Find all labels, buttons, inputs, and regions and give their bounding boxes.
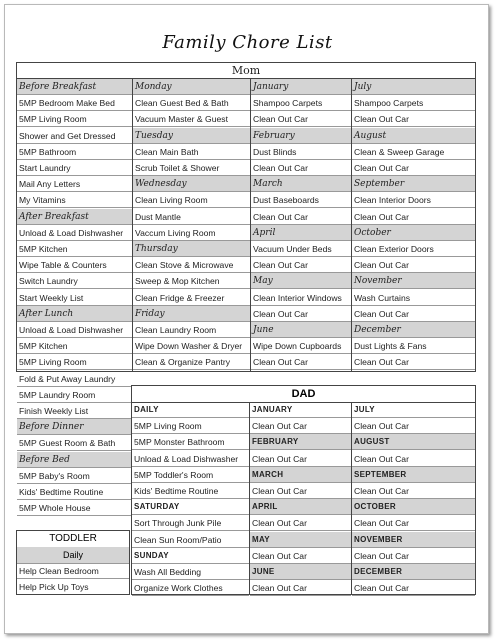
- section-heading: Thursday: [133, 241, 250, 257]
- chore-item: Wash Curtains: [352, 290, 475, 306]
- chore-item: Clean Out Car: [352, 111, 475, 127]
- section-heading: Before Breakfast: [17, 79, 132, 95]
- chore-item: Clean Out Car: [352, 306, 475, 322]
- section-heading: MARCH: [250, 467, 351, 483]
- section-heading: APRIL: [250, 499, 351, 515]
- section-heading: February: [251, 128, 351, 144]
- chore-item: 5MP Kitchen: [17, 338, 132, 354]
- chore-item: Clean Out Car: [250, 515, 351, 531]
- chore-item: Clean Stove & Microwave: [133, 257, 250, 273]
- section-heading: Tuesday: [133, 128, 250, 144]
- chore-item: 5MP Laundry Room: [17, 387, 132, 403]
- chore-item: Clean Main Bath: [133, 144, 250, 160]
- chore-item: 5MP Living Room: [17, 111, 132, 127]
- section-heading: January: [251, 79, 351, 95]
- chore-item: Clean Out Car: [250, 451, 351, 467]
- dad-weekly-column: [132, 402, 249, 594]
- chore-item: Wipe Table & Counters: [17, 257, 132, 273]
- chore-item: Unload & Load Dishwasher: [17, 322, 132, 338]
- section-heading: FEBRUARY: [250, 434, 351, 450]
- section-heading: NOVEMBER: [352, 532, 475, 548]
- chore-item: Dust Baseboards: [251, 192, 351, 208]
- chore-item: Clean Out Car: [251, 209, 351, 225]
- toddler-item: Help Clean Bedroom: [17, 563, 129, 579]
- chore-item: Clean Out Car: [250, 580, 351, 596]
- dad-header: DAD: [132, 386, 475, 403]
- chore-item: Clean Out Car: [251, 257, 351, 273]
- chore-item: Clean Out Car: [352, 257, 475, 273]
- chore-item: 5MP Guest Room & Bath: [17, 435, 132, 451]
- chore-item: Unload & Load Dishwasher: [132, 451, 249, 467]
- chore-item: 5MP Living Room: [17, 354, 132, 370]
- section-heading: March: [251, 176, 351, 192]
- section-heading: August: [352, 128, 475, 144]
- section-heading: After Breakfast: [17, 209, 132, 225]
- chore-item: 5MP Baby's Room: [17, 468, 132, 484]
- chore-item: Clean Out Car: [352, 354, 475, 370]
- chore-item: Start Weekly List: [17, 290, 132, 306]
- chore-item: Dust Blinds: [251, 144, 351, 160]
- chore-item: Start Laundry: [17, 160, 132, 176]
- chore-item: 5MP Monster Bathroom: [132, 434, 249, 450]
- chore-item: My Vitamins: [17, 192, 132, 208]
- chore-item: 5MP Kitchen: [17, 241, 132, 257]
- chore-item: Clean Out Car: [250, 483, 351, 499]
- chore-item: Clean Out Car: [352, 548, 475, 564]
- dad-chore-table: [131, 385, 476, 595]
- chore-item: Shampoo Carpets: [251, 95, 351, 111]
- section-heading: SUNDAY: [132, 548, 249, 564]
- section-heading: Friday: [133, 306, 250, 322]
- chore-item: Kids' Bedtime Routine: [17, 484, 132, 500]
- chore-item: Clean Out Car: [251, 160, 351, 176]
- section-heading: May: [251, 273, 351, 289]
- chore-item: Clean & Organize Pantry: [133, 354, 250, 370]
- chore-item: Clean & Sweep Garage: [352, 144, 475, 160]
- chore-item: Wipe Down Cupboards: [251, 338, 351, 354]
- chore-item: Dust Mantle: [133, 209, 250, 225]
- chore-item: Clean Out Car: [352, 580, 475, 596]
- chore-item: Finish Weekly List: [17, 403, 132, 419]
- chore-item: Clean Out Car: [251, 354, 351, 370]
- chore-item: Clean Living Room: [133, 192, 250, 208]
- section-heading: AUGUST: [352, 434, 475, 450]
- section-heading: April: [251, 225, 351, 241]
- chore-item: Clean Laundry Room: [133, 322, 250, 338]
- chore-item: Clean Out Car: [352, 209, 475, 225]
- chore-item: Clean Out Car: [352, 418, 475, 434]
- chore-item: Wash All Bedding: [132, 564, 249, 580]
- chore-item: Clean Out Car: [352, 160, 475, 176]
- section-heading: MAY: [250, 532, 351, 548]
- dad-monthly-column-2: [352, 402, 475, 594]
- section-heading: OCTOBER: [352, 499, 475, 515]
- chore-item: Clean Exterior Doors: [352, 241, 475, 257]
- chore-item: Shower and Get Dressed: [17, 128, 132, 144]
- chore-item: 5MP Bathroom: [17, 144, 132, 160]
- chore-item: Clean Out Car: [251, 306, 351, 322]
- section-heading: JULY: [352, 402, 475, 418]
- dad-monthly-column-1: [250, 402, 351, 594]
- chore-item: Shampoo Carpets: [352, 95, 475, 111]
- section-heading: Wednesday: [133, 176, 250, 192]
- chore-item: Clean Out Car: [250, 418, 351, 434]
- chore-item: Fold & Put Away Laundry: [17, 371, 132, 387]
- chore-item: Wipe Down Washer & Dryer: [133, 338, 250, 354]
- chore-item: Clean Interior Windows: [251, 290, 351, 306]
- chore-item: Clean Out Car: [352, 451, 475, 467]
- chore-item: Vacuum Master & Guest: [133, 111, 250, 127]
- chore-item: Clean Out Car: [250, 548, 351, 564]
- chore-item: Dust Lights & Fans: [352, 338, 475, 354]
- chore-item: Kids' Bedtime Routine: [132, 483, 249, 499]
- chore-item: Sort Through Junk Pile: [132, 515, 249, 531]
- section-heading: After Lunch: [17, 306, 132, 322]
- toddler-item: Help Pick Up Toys: [19, 582, 89, 592]
- chore-item: Clean Fridge & Freezer: [133, 290, 250, 306]
- chore-item: Unload & Load Dishwasher: [17, 225, 132, 241]
- section-heading: October: [352, 225, 475, 241]
- section-heading: November: [352, 273, 475, 289]
- section-heading: SATURDAY: [132, 499, 249, 515]
- chore-item: 5MP Living Room: [132, 418, 249, 434]
- section-heading: June: [251, 322, 351, 338]
- chore-item: 5MP Toddler's Room: [132, 467, 249, 483]
- chore-item: 5MP Whole House: [17, 500, 132, 516]
- section-heading: September: [352, 176, 475, 192]
- chore-item: Organize Work Clothes: [132, 580, 249, 596]
- toddler-daily-header: Daily: [17, 547, 129, 564]
- chore-item: Clean Guest Bed & Bath: [133, 95, 250, 111]
- chore-item: Clean Out Car: [251, 111, 351, 127]
- chore-item: Clean Interior Doors: [352, 192, 475, 208]
- chore-item: Mail Any Letters: [17, 176, 132, 192]
- section-heading: December: [352, 322, 475, 338]
- section-heading: JUNE: [250, 564, 351, 580]
- section-heading: Before Dinner: [17, 419, 132, 435]
- chore-item: Clean Out Car: [352, 483, 475, 499]
- chore-item: Scrub Toilet & Shower: [133, 160, 250, 176]
- chore-item: Clean Out Car: [352, 515, 475, 531]
- chore-item: Vacuum Under Beds: [251, 241, 351, 257]
- section-heading: SEPTEMBER: [352, 467, 475, 483]
- mom-monthly-column-1: [251, 79, 351, 371]
- toddler-chore-table: [16, 530, 130, 595]
- mom-monthly-column-2: [352, 79, 475, 371]
- mom-header: Mom: [17, 63, 475, 79]
- section-heading: DAILY: [132, 402, 249, 418]
- chore-item: Switch Laundry: [17, 273, 132, 289]
- toddler-header: TODDLER: [17, 531, 129, 548]
- mom-daily-column: [17, 79, 132, 514]
- section-heading: Before Bed: [17, 452, 132, 468]
- section-heading: July: [352, 79, 475, 95]
- section-heading: DECEMBER: [352, 564, 475, 580]
- chore-item: 5MP Bedroom Make Bed: [17, 95, 132, 111]
- chore-item: Sweep & Mop Kitchen: [133, 273, 250, 289]
- chore-item: Clean Sun Room/Patio: [132, 532, 249, 548]
- section-heading: JANUARY: [250, 402, 351, 418]
- chore-item: Vaccum Living Room: [133, 225, 250, 241]
- section-heading: Monday: [133, 79, 250, 95]
- page-title: Family Chore List: [162, 32, 333, 53]
- mom-weekly-column: [133, 79, 250, 371]
